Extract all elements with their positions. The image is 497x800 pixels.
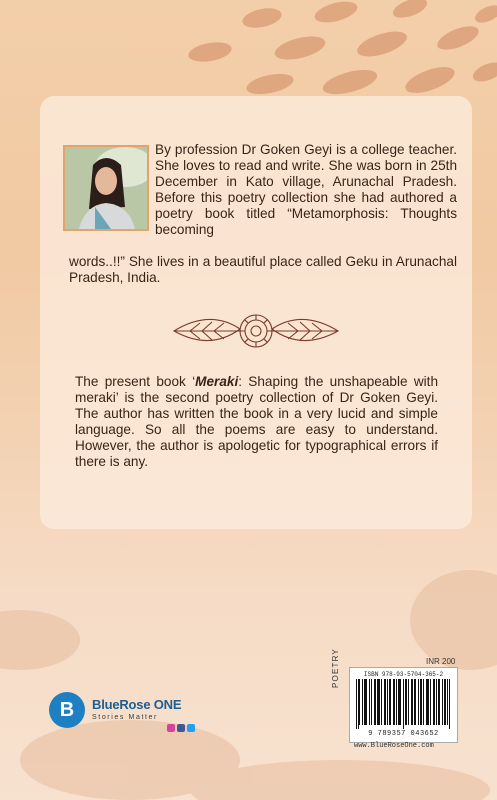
publisher-tagline: Stories Matter bbox=[92, 714, 158, 721]
book-description: The present book ‘Meraki: Shaping the unshapeable with meraki’ is the second poetry collection of Dr Goken Geyi. The author has written the book in a very lucid and simple language. So all the poems are easy to understand. However, the author is apologetic for typographical errors if there is any. bbox=[75, 374, 439, 469]
genre-label: POETRY bbox=[331, 648, 340, 688]
social-icons bbox=[167, 724, 195, 732]
publisher-name: BlueRose ONE bbox=[92, 697, 182, 712]
price-label: INR 200 bbox=[426, 657, 456, 666]
book-title: Meraki bbox=[195, 374, 239, 389]
facebook-icon bbox=[177, 724, 185, 732]
leaf-flower-ornament-icon bbox=[170, 311, 342, 351]
author-bio: By profession Dr Goken Geyi is a college teacher. She loves to read and write. She was born in 25th December in Kato village, Arunachal Pradesh. Before this poetry collection she had authored a poetry book titled “Metamorphosis: Thoughts becoming bbox=[155, 142, 457, 237]
author-bio-continued: words..!!” She lives in a beautiful place called Geku in Arunachal Pradesh, India. bbox=[69, 254, 457, 285]
publisher-logo: B bbox=[49, 692, 85, 728]
isbn-label: ISBN 978-93-5704-365-2 bbox=[363, 671, 444, 678]
isbn-barcode bbox=[349, 667, 458, 743]
instagram-icon bbox=[167, 724, 175, 732]
publisher-website: www.BlueRoseOne.com bbox=[354, 742, 434, 750]
twitter-icon bbox=[187, 724, 195, 732]
author-photo bbox=[63, 145, 149, 231]
barcode-bars bbox=[356, 679, 451, 729]
barcode-digits: 9 789357 043652 bbox=[368, 730, 439, 738]
